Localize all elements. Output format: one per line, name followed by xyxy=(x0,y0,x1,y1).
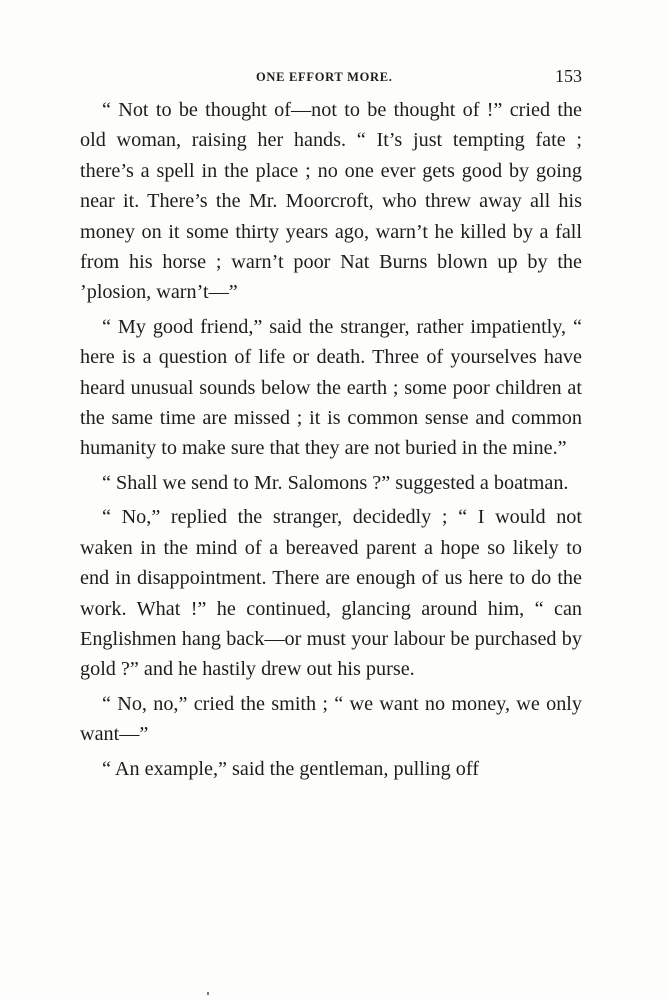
paragraph: “ No, no,” cried the smith ; “ we want no money, we only want—” xyxy=(80,692,582,746)
page-header xyxy=(80,66,582,90)
running-title: ONE EFFORT MORE. xyxy=(256,70,393,84)
paragraph: “ Not to be thought of—not to be thought of !” cried the old woman, raising her hands. “ It’s just tempting fate ; there’s a spell in the place ; no one ever gets good by going near it. There’s the Mr. Moorcroft, who threw away all his money on it some thirty years ago, warn’t he killed by a fall from his horse ; warn’t poor Nat Burns blown up by the ’plosion, warn’t—” xyxy=(80,99,582,304)
paragraph: “ Shall we send to Mr. Salomons ?” suggested a boatman. xyxy=(102,471,569,494)
page-number: 153 xyxy=(555,66,582,86)
paragraph: “ No,” replied the stranger, decidedly ; “ I would not waken in the mind of a bereaved parent a hope so likely to end in disappointment. There are enough of us here to do the work. What !” he continued, glancing around him, “ can Englishmen hang back—or must your labour be purchased by gold ?” and he hastily drew out his purse. xyxy=(80,506,582,681)
paragraph: “ My good friend,” said the stranger, rather impatiently, “ here is a question of life or death. Three of yourselves have heard unusual sounds below the earth ; some poor children at the same time are missed ; it is common sense and common humanity to make sure that they are not buried in the mine.” xyxy=(80,315,582,460)
ink-speck xyxy=(207,992,209,995)
body-text xyxy=(80,95,582,784)
paragraph: “ An example,” said the gentleman, pulling off xyxy=(102,757,479,780)
